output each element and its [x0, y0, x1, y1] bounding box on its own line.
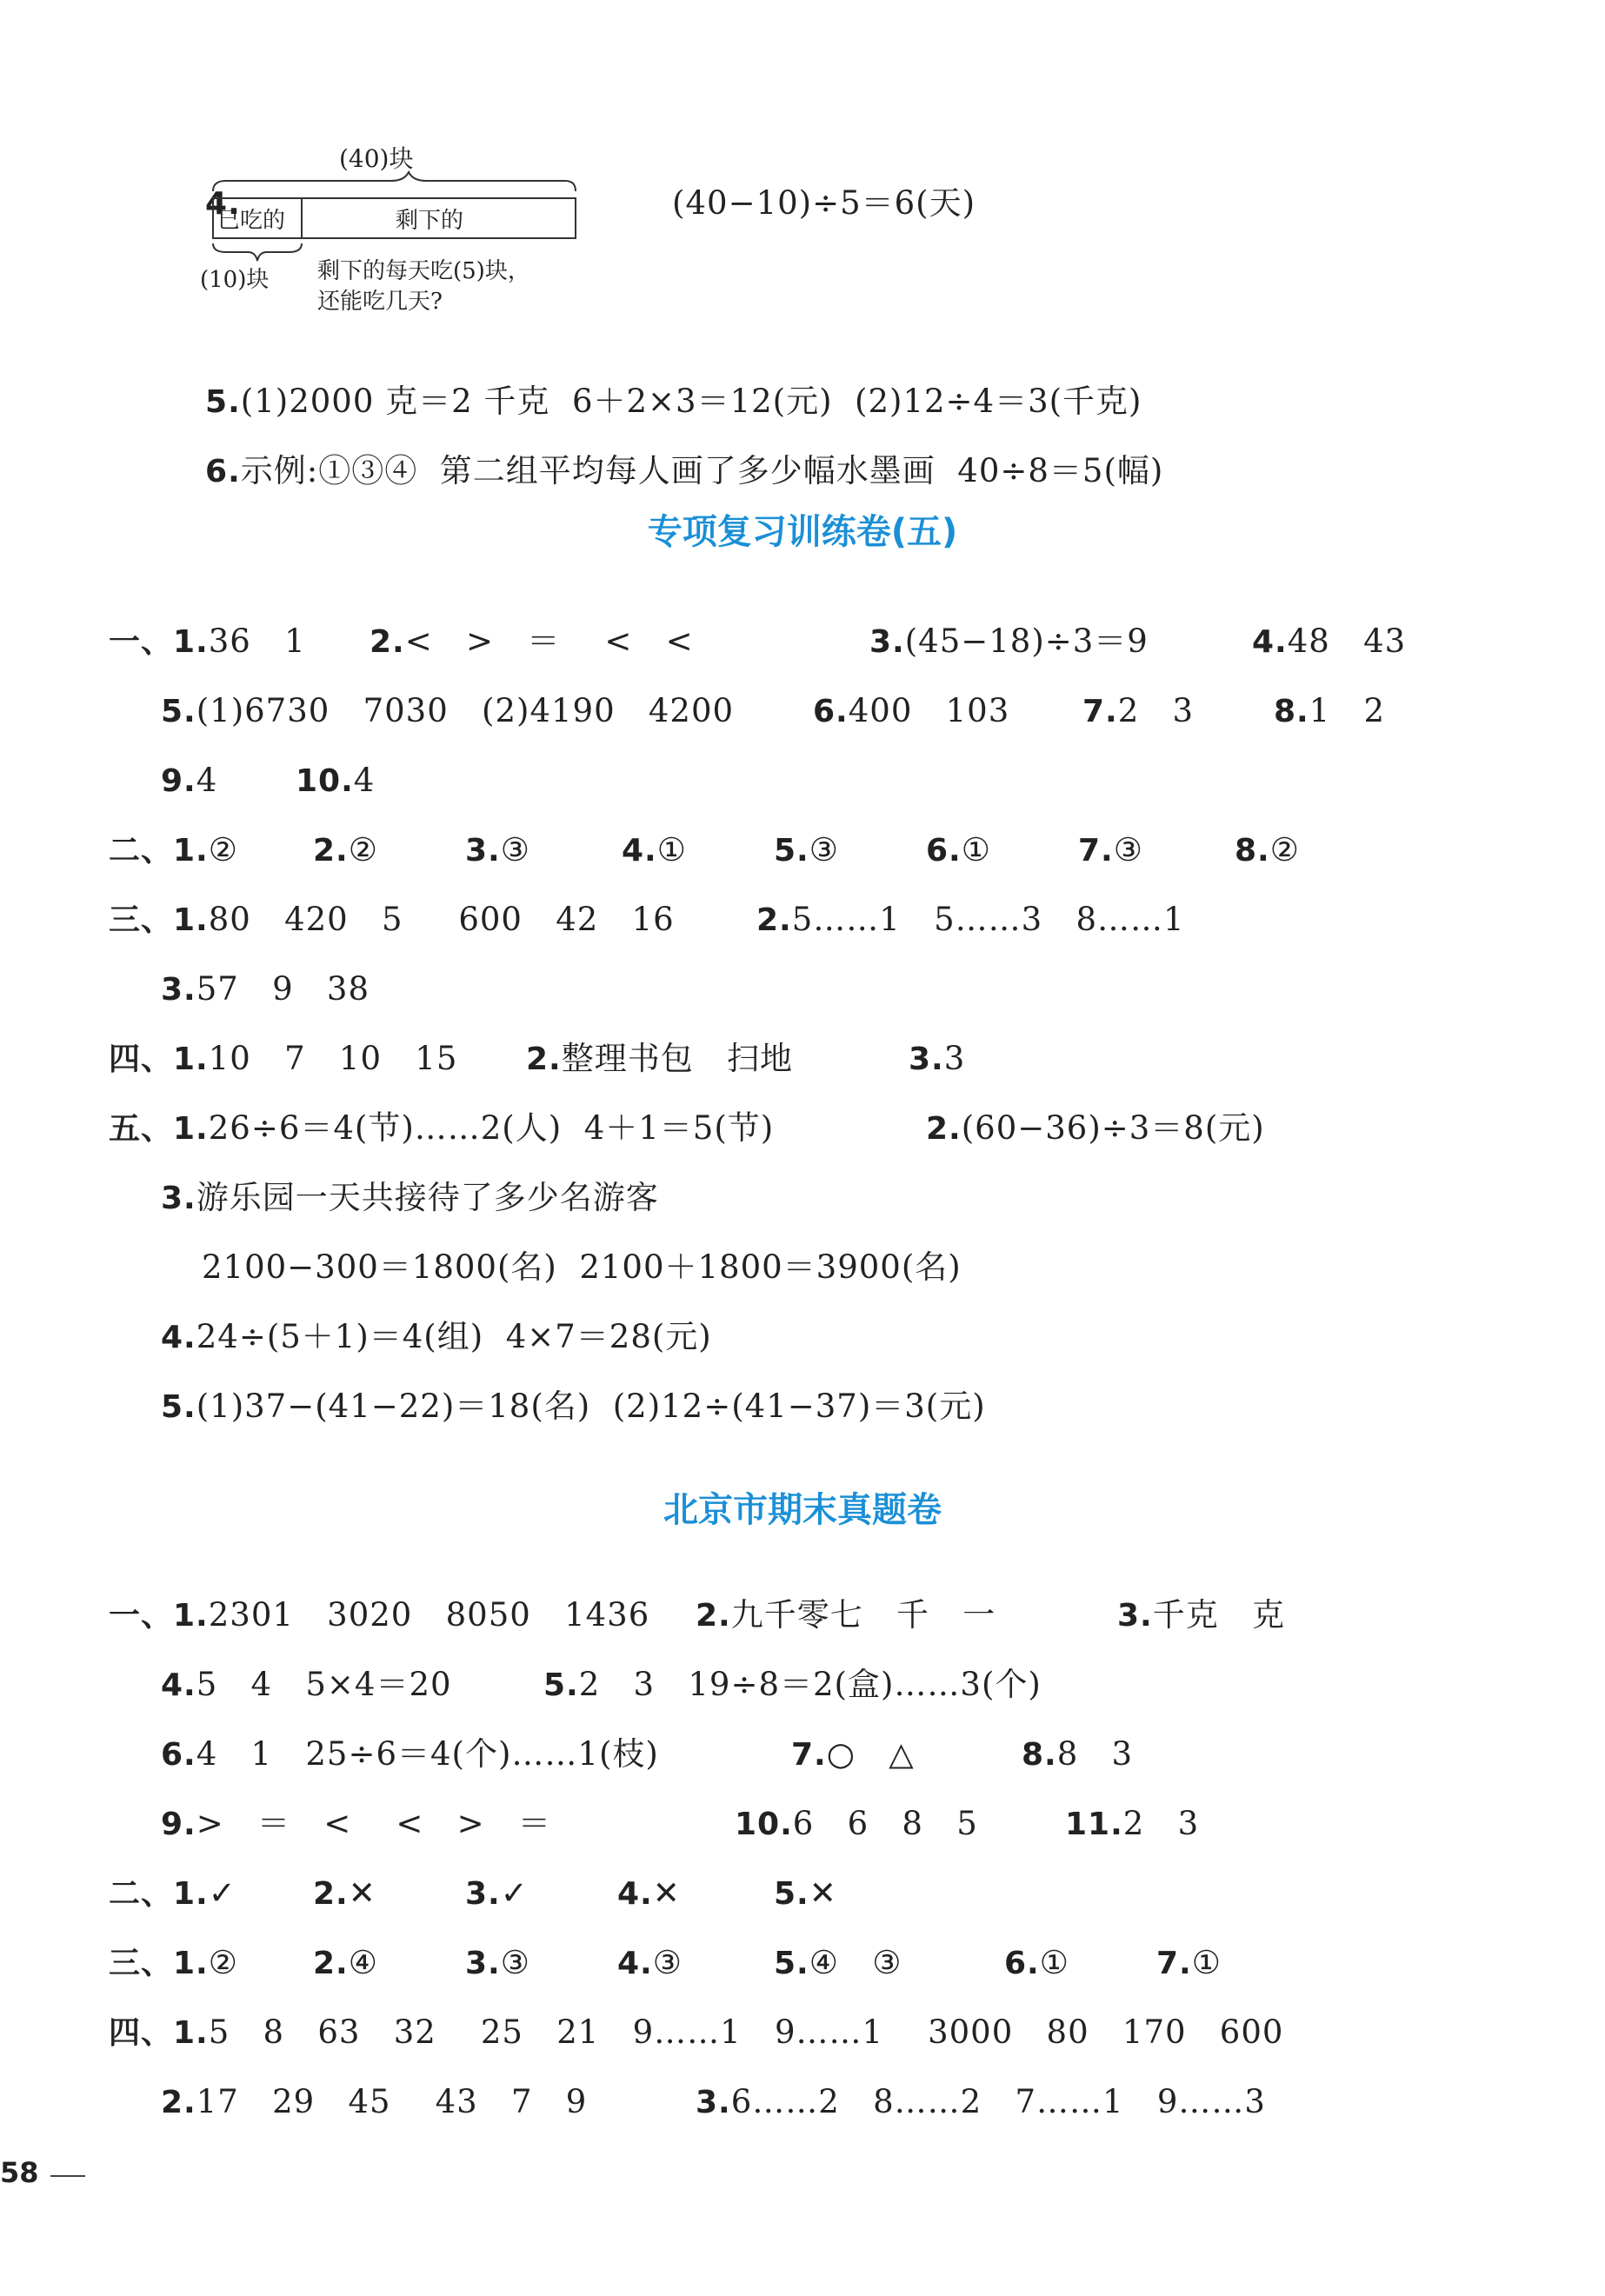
question-number: 5.	[774, 833, 809, 868]
answer-item	[161, 1735, 659, 1774]
answer-text: 4 1 25÷6＝4(个)……1(枝)	[196, 1735, 659, 1773]
answer-text: > ＝ < < > ＝	[196, 1805, 551, 1842]
diagram-question-line-1: 剩下的每天吃(5)块，	[317, 258, 530, 284]
question-number: 5.	[161, 1389, 196, 1425]
question-number: 3.	[869, 624, 905, 660]
answer-item	[526, 1040, 793, 1079]
question-number: 8.	[1235, 833, 1270, 868]
answer-text: 4	[196, 762, 218, 799]
answer-item	[109, 622, 306, 662]
answer-item	[161, 762, 217, 801]
answer-text: 九千零七 千 一	[730, 1596, 996, 1634]
answer-item	[313, 831, 378, 870]
question-number: 5.	[205, 384, 241, 420]
answer-item	[774, 1874, 837, 1913]
answer-item	[1078, 831, 1143, 870]
question-number: 3.	[465, 1946, 501, 1981]
answer-item	[1252, 622, 1406, 662]
question-number: 五、1.	[109, 1111, 209, 1147]
diagram-total-label: (40)块	[339, 144, 414, 173]
answer-item	[926, 831, 991, 870]
answer-item	[202, 1248, 962, 1288]
answer-text: ④ ③	[809, 1944, 902, 1981]
answer-item	[696, 2083, 1266, 2122]
question-number: 6.	[205, 454, 241, 489]
answer-item	[774, 1944, 902, 1983]
answer-text: ②	[1269, 831, 1300, 868]
answer-item	[465, 1944, 530, 1983]
question-number: 4.	[161, 1320, 196, 1355]
question-number: 2.	[161, 2085, 196, 2120]
answer-item	[1065, 1805, 1199, 1844]
question-number: 5.	[774, 1946, 809, 1981]
answer-item	[161, 1666, 452, 1705]
answer-text: ①	[1039, 1944, 1069, 1981]
answer-text: 36 1	[208, 622, 306, 660]
answer-text: (40−10)÷5＝6(天)	[672, 184, 976, 222]
answer-item	[756, 901, 1185, 940]
question-number: 一、1.	[109, 1598, 209, 1634]
question-number: 2.	[313, 1946, 349, 1981]
question-number: 2.	[313, 833, 349, 868]
question-number: 4.	[617, 1876, 653, 1912]
question-number: 6.	[161, 1737, 196, 1773]
answer-item	[161, 1388, 986, 1427]
answer-text: 26÷6＝4(节)……2(人) 4＋1＝5(节)	[208, 1109, 775, 1147]
answer-text: 1 2	[1309, 692, 1386, 729]
question-number: 2.	[756, 902, 792, 938]
question-number: 2.	[370, 624, 405, 660]
answer-item	[109, 1109, 774, 1148]
question-number: 6.	[926, 833, 962, 868]
question-number: 5.	[543, 1667, 579, 1703]
answer-item	[735, 1805, 978, 1844]
question-number: 3.	[696, 2085, 731, 2120]
answer-text: 48 43	[1287, 622, 1407, 660]
question-number: 8.	[1274, 694, 1309, 729]
question-number: 4.	[1252, 624, 1288, 660]
question-number: 6.	[813, 694, 849, 729]
answer-item	[1117, 1596, 1285, 1635]
question-number: 3.	[909, 1042, 944, 1077]
answer-item	[313, 1944, 378, 1983]
answer-text: 2 3	[1122, 1805, 1200, 1842]
answer-item	[791, 1735, 915, 1774]
question-number: 三、1.	[109, 902, 209, 938]
answer-text: ✓	[208, 1874, 236, 1912]
question-number: 2.	[313, 1876, 349, 1912]
answer-item	[109, 1596, 649, 1635]
answer-item	[1235, 831, 1300, 870]
page-number: 58	[0, 2156, 39, 2189]
eaten-amount-label: (10)块	[200, 267, 270, 293]
answer-item	[109, 901, 675, 940]
answer-item	[622, 831, 687, 870]
question-number: 2.	[526, 1042, 562, 1077]
answer-item	[774, 831, 839, 870]
answer-text: 8 3	[1056, 1735, 1134, 1773]
question-number: 10.	[296, 763, 354, 799]
q4-answer	[628, 146, 976, 261]
question-number: 四、1.	[109, 1042, 209, 1077]
answer-item	[1156, 1944, 1222, 1983]
answer-text: 24÷(5＋1)＝4(组) 4×7＝28(元)	[196, 1318, 712, 1355]
line-segment-diagram	[200, 130, 617, 330]
total-brace	[213, 172, 576, 191]
question-number: 7.	[1078, 833, 1114, 868]
answer-text: 3	[943, 1040, 966, 1077]
answer-text: ③	[809, 831, 839, 868]
answer-item	[617, 1944, 683, 1983]
answer-text: 示例:①③④ 第二组平均每人画了多少幅水墨画 40÷8＝5(幅)	[240, 452, 1164, 489]
answer-text: ②	[208, 831, 238, 868]
answer-item	[109, 1944, 238, 1983]
answer-text: 5 4 5×4＝20	[196, 1666, 452, 1703]
answer-item	[1004, 1944, 1069, 1983]
question-number: 5.	[774, 1876, 809, 1912]
answer-item	[109, 2013, 1283, 2053]
answer-text: ✕	[348, 1874, 376, 1912]
section-title-review-5: 专项复习训练卷(五)	[647, 512, 958, 552]
answer-item	[161, 1318, 712, 1357]
answer-item	[109, 831, 238, 870]
question-number: 2.	[696, 1598, 731, 1634]
answer-text: 400 103	[848, 692, 1010, 729]
section-title-beijing-final: 北京市期末真题卷	[663, 1490, 942, 1530]
answer-text: (1)2000 克＝2 千克 6＋2×3＝12(元) (2)12÷4＝3(千克)	[240, 383, 1142, 420]
answer-text: ✕	[809, 1874, 837, 1912]
answer-item	[1274, 692, 1385, 731]
answer-text: ②	[348, 831, 378, 868]
question-number: 3.	[161, 972, 196, 1008]
answer-text: (1)37−(41−22)＝18(名) (2)12÷(41−37)＝3(元)	[196, 1388, 986, 1425]
answer-item	[465, 831, 530, 870]
question-number: 3.	[1117, 1598, 1153, 1634]
answer-item	[161, 1179, 659, 1218]
answer-text: ④	[348, 1944, 378, 1981]
question-number: 4.	[617, 1946, 653, 1981]
answer-text: 6……2 8……2 7……1 9……3	[730, 2083, 1266, 2120]
answer-text: 80 420 5 600 42 16	[208, 901, 675, 938]
answer-text: < > ＝ < <	[404, 622, 694, 660]
question-number: 4.	[161, 1667, 196, 1703]
answer-text: 2 3 19÷8＝2(盒)……3(个)	[578, 1666, 1042, 1703]
question-number: 二、1.	[109, 1876, 209, 1912]
question-number: 3.	[465, 833, 501, 868]
answer-text: (60−36)÷3＝8(元)	[961, 1109, 1265, 1147]
answer-text: 游乐园一天共接待了多少名游客	[196, 1179, 659, 1216]
answer-text: ○ △	[826, 1735, 915, 1773]
question-number: 2.	[926, 1111, 962, 1147]
answer-item	[296, 762, 375, 801]
question-number: 二、1.	[109, 833, 209, 868]
answer-text: (1)6730 7030 (2)4190 4200	[196, 692, 735, 729]
answer-text: 千克 克	[1152, 1596, 1286, 1634]
answer-text: ①	[1191, 1944, 1222, 1981]
answer-item	[161, 1805, 551, 1844]
answer-item	[869, 622, 1149, 662]
answer-item	[313, 1874, 376, 1913]
answer-item	[161, 970, 370, 1009]
answer-item	[617, 1874, 681, 1913]
answer-text: 2301 3020 8050 1436	[208, 1596, 650, 1634]
eaten-box-label: 已吃的	[217, 208, 286, 234]
answer-item	[109, 1040, 457, 1079]
answer-item	[109, 1874, 236, 1913]
answer-text: (45−18)÷3＝9	[904, 622, 1149, 660]
answer-item	[370, 622, 694, 662]
question-number: 3.	[465, 1876, 501, 1912]
answer-item	[465, 1874, 529, 1913]
answer-text: ③	[652, 1944, 683, 1981]
answer-text: 2100−300＝1800(名) 2100＋1800＝3900(名)	[202, 1248, 962, 1286]
answer-text: ③	[500, 831, 530, 868]
answer-text: 17 29 45 43 7 9	[196, 2083, 588, 2120]
answer-item	[161, 2083, 587, 2122]
answer-text: 5 8 63 32 25 21 9……1 9……1 3000 80 170 600	[208, 2013, 1284, 2051]
answer-item	[1082, 692, 1194, 731]
answer-text: ①	[656, 831, 687, 868]
diagram-question-line-2: 还能吃几天?	[317, 289, 443, 315]
answer-item	[543, 1666, 1042, 1705]
question-number: 4.	[622, 833, 657, 868]
question-number: 9.	[161, 1807, 196, 1842]
answer-text: 10 7 10 15	[208, 1040, 458, 1077]
answer-item	[161, 692, 734, 731]
answer-item	[813, 692, 1009, 731]
answer-text: 整理书包 扫地	[561, 1040, 794, 1077]
question-number: 三、1.	[109, 1946, 209, 1981]
answer-text: 6 6 8 5	[792, 1805, 978, 1842]
question-number: 7.	[1082, 694, 1118, 729]
question-number: 11.	[1065, 1807, 1123, 1842]
answer-text: ③	[500, 1944, 530, 1981]
eaten-brace	[213, 243, 302, 261]
answer-item	[696, 1596, 996, 1635]
answer-text: 5……1 5……3 8……1	[791, 901, 1185, 938]
answer-text: ✓	[500, 1874, 529, 1912]
question-number: 四、1.	[109, 2015, 209, 2051]
answer-text: ①	[961, 831, 991, 868]
question-number: 7.	[1156, 1946, 1192, 1981]
question-number: 一、1.	[109, 624, 209, 660]
footer-rule	[50, 2175, 85, 2177]
answer-text: ③	[1113, 831, 1143, 868]
remaining-box-label: 剩下的	[396, 208, 464, 234]
question-number: 6.	[1004, 1946, 1040, 1981]
question-number: 9.	[161, 763, 196, 799]
question-number: 4.	[205, 186, 241, 222]
answer-text: 2 3	[1117, 692, 1195, 729]
question-number: 3.	[161, 1181, 196, 1216]
question-number: 8.	[1022, 1737, 1057, 1773]
answer-item	[1022, 1735, 1133, 1774]
question-number: 7.	[791, 1737, 827, 1773]
answer-text: 4	[353, 762, 376, 799]
answer-item	[909, 1040, 965, 1079]
question-number: 10.	[735, 1807, 793, 1842]
answer-item	[926, 1109, 1265, 1148]
answer-text: 57 9 38	[196, 970, 370, 1008]
question-number: 5.	[161, 694, 196, 729]
answer-text: ✕	[652, 1874, 681, 1912]
answer-text: ②	[208, 1944, 238, 1981]
